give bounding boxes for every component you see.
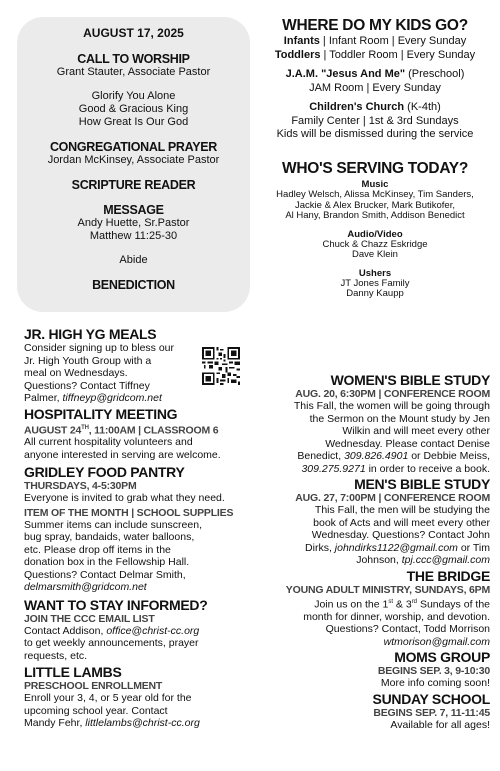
office-email-link[interactable]: office@christ-cc.org — [106, 624, 200, 637]
closing-song: Abide — [119, 254, 148, 266]
message-heading: MESSAGE — [103, 203, 164, 217]
lambs-contact-name: Mandy Fehr, — [24, 717, 86, 729]
men-line-4 — [258, 542, 490, 555]
mens-study-title: MEN'S BIBLE STUDY — [354, 476, 490, 492]
cc-text: Family Center | 1st & 3rd Sundays — [291, 114, 459, 127]
av-heading: Audio/Video — [347, 228, 403, 240]
men-contact-1: Dirks, — [305, 541, 335, 554]
hospitality-title: HOSPITALITY MEETING — [24, 405, 178, 422]
jam-line — [258, 68, 492, 82]
ushers-line-2: Danny Kaupp — [346, 288, 404, 299]
men-line-5 — [258, 554, 490, 567]
hosp-line-1: All current hospitality volunteers and — [24, 436, 193, 448]
ushers-heading: Ushers — [358, 267, 392, 279]
women-phone-2[interactable]: 309.275.9271 — [301, 462, 366, 475]
item-line-1: Summer items can include sunscreen, — [24, 518, 202, 531]
right-announcements — [258, 372, 490, 731]
pantry-line: Everyone is invited to grab what they need. — [24, 492, 225, 504]
women-contact-1: Benedict, — [297, 450, 345, 462]
yg-line-3: meal on Wednesdays. — [24, 367, 128, 379]
childrens-church-line — [258, 101, 492, 115]
service-date: AUGUST 17, 2025 — [83, 26, 184, 40]
left-announcements — [24, 326, 252, 730]
prayer-leader: Jordan McKinsey, Associate Pastor — [47, 154, 220, 166]
music-line-1: Hadley Welsch, Alissa McKinsey, Tim Sanders, — [276, 189, 474, 200]
bridge-subtitle: YOUNG ADULT MINISTRY, SUNDAYS, 6PM — [285, 583, 490, 596]
toddlers-text: | Toddler Room | Every Sunday — [320, 48, 476, 61]
informed-contact — [24, 625, 252, 638]
item-contact — [24, 581, 252, 594]
call-leader: Grant Stauter, Associate Pastor — [56, 66, 211, 78]
music-line-2: Jackie & Alex Brucker, Mark Butikofer, — [295, 199, 455, 211]
women-line-2: the Sermon on the Mount study by Jen — [309, 412, 490, 425]
bridge-line-2: month for dinner, worship, and devotion. — [303, 610, 490, 623]
song-1: Glorify You Alone — [91, 90, 176, 102]
women-line-5 — [258, 450, 490, 463]
bridge-l1-b: & 3 — [393, 598, 412, 610]
moms-group-title: MOMS GROUP — [394, 649, 490, 665]
av-line-1: Chuck & Chazz Eskridge — [322, 238, 428, 250]
women-contact-2: or Debbie Meiss, — [408, 450, 490, 462]
bridge-sup-1: st — [388, 598, 393, 605]
toddlers-label: Toddlers — [274, 48, 321, 61]
men-contact-3: Johnson, — [356, 554, 402, 566]
cc-label: Children's Church — [309, 101, 405, 113]
pantry-title: GRIDLEY FOOD PANTRY — [24, 464, 185, 480]
men-line-3: Wednesday. Questions? Contact John — [311, 529, 490, 541]
item-line-2: bug spray, bandaids, water balloons, — [24, 531, 195, 543]
womens-study-subtitle: AUG. 20, 6:30PM | CONFERENCE ROOM — [295, 388, 490, 400]
little-lambs-title: LITTLE LAMBS — [24, 664, 122, 680]
item-line-3: etc. Please drop off items in the — [24, 543, 171, 556]
song-3: How Great Is Our God — [78, 116, 189, 128]
kids-title: WHERE DO MY KIDS GO? — [282, 17, 468, 34]
jam-label: J.A.M. "Jesus And Me" — [285, 68, 406, 80]
men-line-1: This Fall, the men will be studying the — [314, 504, 490, 516]
men-email-1[interactable]: johndirks1122@gmail.com — [334, 541, 458, 554]
bridge-email[interactable]: wtmorison@gmail.com — [383, 635, 490, 648]
pantry-subtitle: THURSDAYS, 4-5:30PM — [24, 480, 137, 492]
lambs-contact — [24, 717, 252, 730]
bridge-title: THE BRIDGE — [406, 567, 490, 584]
sunday-school-subtitle: BEGINS SEP. 7, 11-11:45 — [373, 706, 490, 719]
yg-meals-title: JR. HIGH YG MEALS — [24, 326, 157, 342]
bridge-l1-c: Sundays of the — [417, 598, 490, 610]
womens-study-title: WOMEN'S BIBLE STUDY — [330, 372, 490, 388]
lambs-line-1: Enroll your 3, 4, or 5 year old for the — [24, 692, 192, 704]
av-line-2: Dave Klein — [352, 249, 398, 260]
ushers-line-1: JT Jones Family — [340, 277, 410, 289]
moms-group-subtitle: BEGINS SEP. 3, 9-10:30 — [377, 665, 490, 677]
sunday-school-title: SUNDAY SCHOOL — [372, 690, 490, 707]
yg-line-1: Consider signing up to bless our — [24, 342, 175, 354]
toddlers-line — [258, 49, 492, 63]
hospitality-subtitle — [24, 422, 252, 437]
jam-text: JAM Room | Every Sunday — [309, 81, 441, 94]
men-line-2: book of Acts and will meet every other — [313, 516, 490, 529]
lambs-line-2: upcoming school year. Contact — [24, 704, 168, 717]
music-heading: Music — [361, 179, 389, 190]
benediction-heading: BENEDICTION — [92, 278, 175, 292]
hosp-line-2: anyone interested in serving are welcome. — [24, 448, 221, 461]
bridge-sup-2: rd — [411, 598, 418, 605]
order-of-service-panel — [17, 17, 250, 312]
cc-grade: (K-4th) — [404, 101, 441, 113]
men-email-2[interactable]: tpj.ccc@gmail.com — [401, 554, 490, 566]
item-line-4: donation box in the Fellowship Hall. — [24, 556, 190, 568]
infants-label: Infants — [283, 35, 320, 47]
yg-line-4: Questions? Contact Tiffney — [24, 379, 150, 392]
men-contact-2: or Tim — [457, 541, 490, 554]
lambs-email-link[interactable]: littlelambs@christ-cc.org — [85, 717, 200, 729]
women-phone-1[interactable]: 309.826.4901 — [344, 450, 409, 462]
yg-email-link[interactable]: tiffneyp@gridcom.net — [62, 392, 162, 404]
item-line-5: Questions? Contact Delmar Smith, — [24, 568, 186, 581]
women-line-1: This Fall, the women will be going through — [293, 400, 490, 412]
yg-line-2: Jr. High Youth Group with a — [24, 354, 152, 367]
scripture-reader-heading: SCRIPTURE READER — [71, 178, 196, 192]
yg-contact — [24, 392, 252, 405]
informed-line-2: requests, etc. — [24, 649, 88, 662]
infants-text: | Infant Room | Every Sunday — [319, 35, 467, 47]
music-line-3: Al Hany, Brandon Smith, Addison Benedict — [285, 210, 465, 221]
women-book-note: in order to receive a book. — [365, 462, 490, 475]
stay-informed-title: WANT TO STAY INFORMED? — [24, 596, 208, 613]
informed-line-1: to get weekly announcements, prayer — [24, 637, 199, 649]
hosp-time-place: , 11:00AM | CLASSROOM 6 — [88, 424, 219, 436]
hosp-date: AUGUST 24 — [24, 424, 82, 436]
song-2: Good & Gracious King — [78, 103, 189, 115]
yg-contact-name: Palmer, — [24, 392, 63, 404]
hosp-date-suffix: TH — [81, 424, 89, 431]
bridge-l1-a: Join us on the 1 — [314, 598, 389, 610]
bridge-email-line — [258, 636, 490, 649]
sunday-school-line: Available for all ages! — [390, 718, 490, 731]
serving-title: WHO'S SERVING TODAY? — [281, 160, 469, 177]
bridge-line-1 — [258, 596, 490, 611]
women-line-6 — [258, 463, 490, 476]
call-to-worship-heading: CALL TO WORSHIP — [77, 52, 190, 66]
kids-section — [258, 17, 492, 142]
dismiss-text: Kids will be dismissed during the service — [276, 128, 474, 140]
message-passage: Matthew 11:25-30 — [89, 230, 178, 242]
item-email-link[interactable]: delmarsmith@gridcom.net — [24, 581, 147, 593]
item-of-month-subtitle: ITEM OF THE MONTH | SCHOOL SUPPLIES — [24, 506, 234, 519]
message-speaker: Andy Huette, Sr.Pastor — [77, 217, 190, 229]
serving-section — [258, 160, 492, 300]
stay-informed-subtitle: JOIN THE CCC EMAIL LIST — [24, 612, 155, 625]
women-line-4: Wednesday. Please contact Denise — [325, 437, 490, 450]
jam-grade: (Preschool) — [405, 68, 465, 80]
little-lambs-subtitle: PRESCHOOL ENROLLMENT — [24, 680, 163, 692]
mens-study-subtitle: AUG. 27, 7:00PM | CONFERENCE ROOM — [295, 492, 490, 504]
moms-line: More info coming soon! — [380, 677, 490, 689]
infants-line — [258, 35, 492, 49]
women-line-3: Wilkin and will meet every other — [342, 425, 490, 437]
informed-contact-name: Contact Addison, — [24, 624, 107, 637]
bridge-line-3: Questions? Contact, Todd Morrison — [325, 623, 490, 635]
prayer-heading: CONGREGATIONAL PRAYER — [49, 140, 218, 154]
